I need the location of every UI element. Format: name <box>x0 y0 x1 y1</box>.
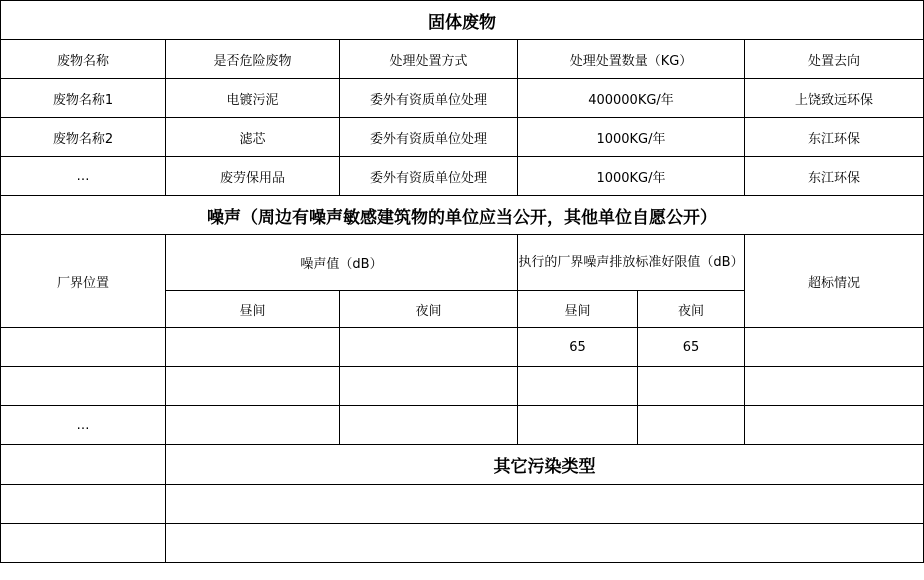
waste-name-cell: 废物名称2 <box>1 118 166 157</box>
quantity-cell: 1000KG/年 <box>518 118 745 157</box>
quantity-cell: 400000KG/年 <box>518 79 745 118</box>
header-waste-name: 废物名称 <box>1 40 166 79</box>
header-limit-day: 昼间 <box>518 291 638 328</box>
waste-name-cell: 废物名称1 <box>1 79 166 118</box>
table-row <box>1 328 924 367</box>
method-cell: 委外有资质单位处理 <box>340 157 518 196</box>
limit-night-cell <box>638 367 745 406</box>
exceedance-cell <box>745 406 924 445</box>
value-night-cell <box>340 367 518 406</box>
table-row <box>1 524 924 563</box>
exceedance-cell <box>745 367 924 406</box>
table-row <box>1 118 924 157</box>
solid-waste-header-row <box>1 40 924 79</box>
other-title: 其它污染类型 <box>166 445 924 485</box>
header-disposal-quantity: 处理处置数量（KG） <box>518 40 745 79</box>
limit-day-cell <box>518 367 638 406</box>
solid-waste-title-row <box>1 1 924 40</box>
hazardous-cell: 电镀污泥 <box>166 79 340 118</box>
table-row <box>1 79 924 118</box>
noise-title: 噪声（周边有噪声敏感建筑物的单位应当公开，其他单位自愿公开） <box>1 196 924 235</box>
other-title-row <box>1 445 924 485</box>
quantity-cell: 1000KG/年 <box>518 157 745 196</box>
limit-day-cell <box>518 406 638 445</box>
header-noise-value: 噪声值（dB） <box>166 235 518 291</box>
header-is-hazardous: 是否危险废物 <box>166 40 340 79</box>
table-row <box>1 485 924 524</box>
hazardous-cell: 废劳保用品 <box>166 157 340 196</box>
other-content-cell <box>166 524 924 563</box>
header-value-night: 夜间 <box>340 291 518 328</box>
header-limit-night: 夜间 <box>638 291 745 328</box>
waste-name-cell: … <box>1 157 166 196</box>
header-disposal-destination: 处置去向 <box>745 40 924 79</box>
noise-header-row <box>1 235 924 291</box>
method-cell: 委外有资质单位处理 <box>340 79 518 118</box>
value-day-cell <box>166 328 340 367</box>
limit-day-cell: 65 <box>518 328 638 367</box>
header-exceedance: 超标情况 <box>745 235 924 328</box>
value-night-cell <box>340 328 518 367</box>
destination-cell: 东江环保 <box>745 157 924 196</box>
header-value-day: 昼间 <box>166 291 340 328</box>
location-cell <box>1 328 166 367</box>
method-cell: 委外有资质单位处理 <box>340 118 518 157</box>
limit-night-cell <box>638 406 745 445</box>
solid-waste-title: 固体废物 <box>1 1 924 40</box>
destination-cell: 上饶致远环保 <box>745 79 924 118</box>
location-cell: … <box>1 406 166 445</box>
location-cell <box>1 367 166 406</box>
header-disposal-method: 处理处置方式 <box>340 40 518 79</box>
hazardous-cell: 滤芯 <box>166 118 340 157</box>
destination-cell: 东江环保 <box>745 118 924 157</box>
value-day-cell <box>166 406 340 445</box>
exceedance-cell <box>745 328 924 367</box>
value-night-cell <box>340 406 518 445</box>
table-row <box>1 406 924 445</box>
other-label-cell <box>1 485 166 524</box>
other-content-cell <box>166 485 924 524</box>
table-row <box>1 157 924 196</box>
other-label-cell <box>1 524 166 563</box>
header-boundary-location: 厂界位置 <box>1 235 166 328</box>
table-row <box>1 367 924 406</box>
other-blank-cell <box>1 445 166 485</box>
value-day-cell <box>166 367 340 406</box>
header-noise-limit: 执行的厂界噪声排放标准好限值（dB） <box>518 235 745 291</box>
limit-night-cell: 65 <box>638 328 745 367</box>
noise-title-row <box>1 196 924 235</box>
